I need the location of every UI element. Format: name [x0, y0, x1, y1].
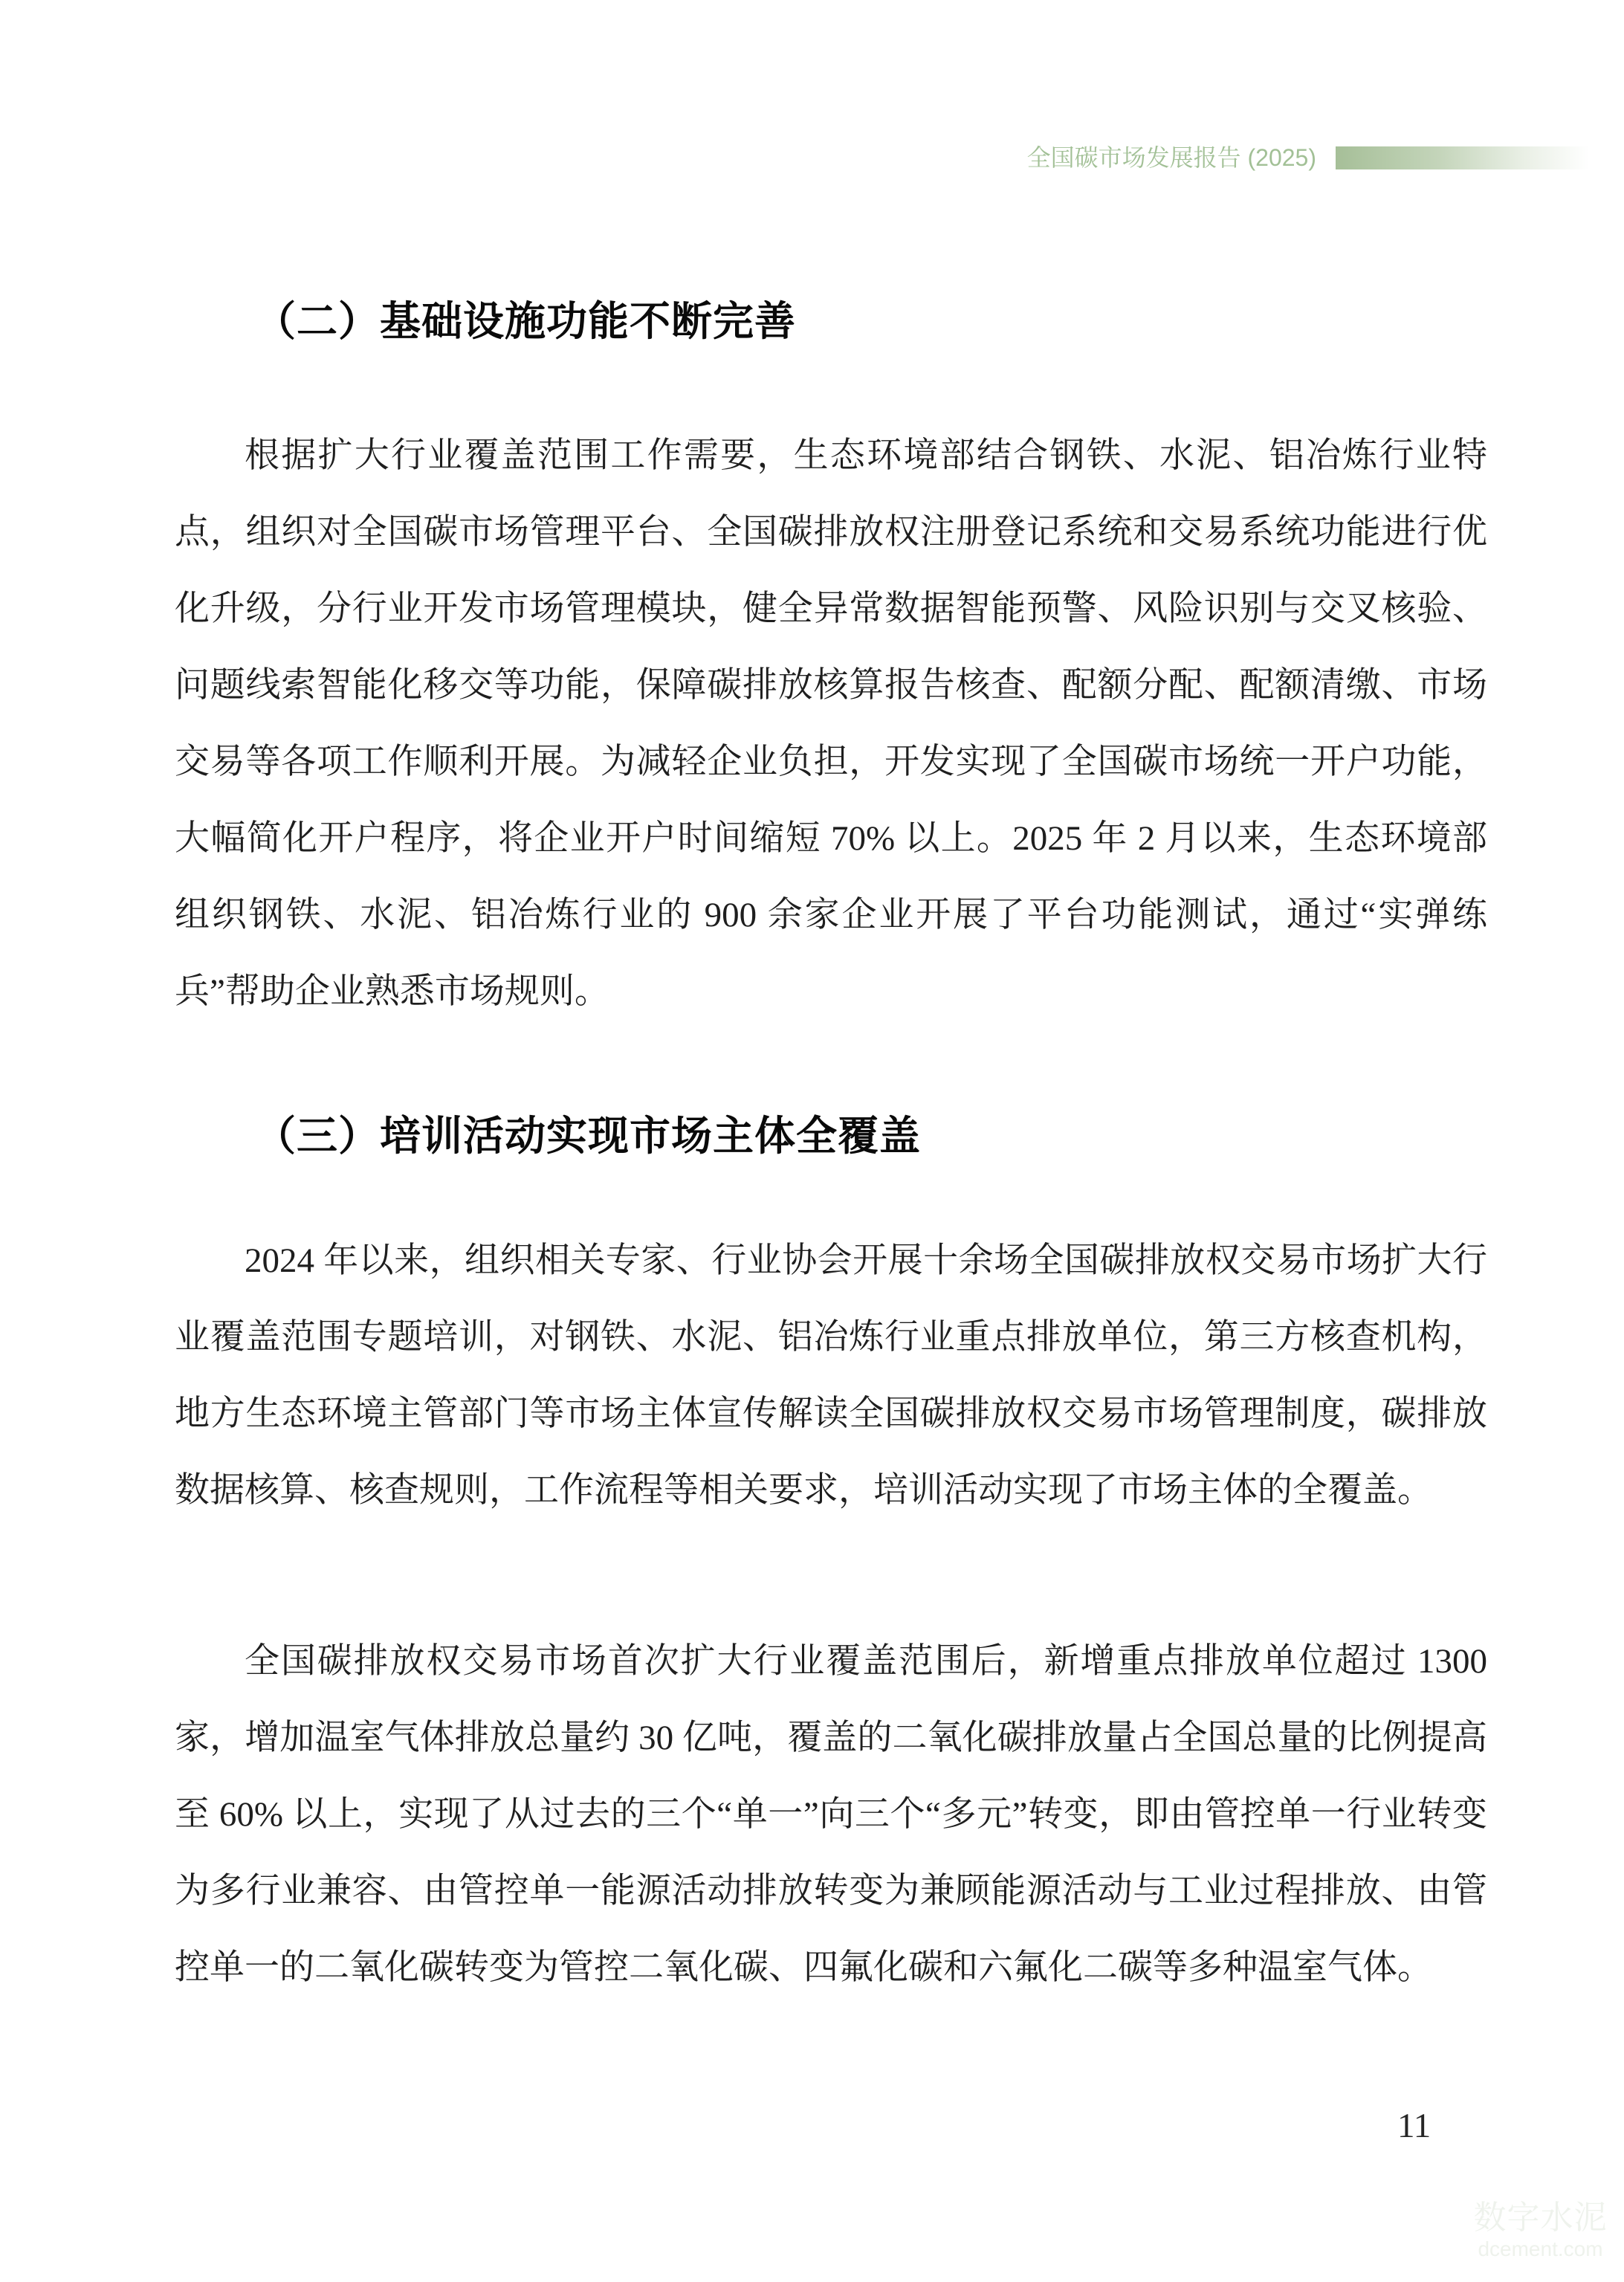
section-heading-training: （三）培训活动实现市场主体全覆盖 — [255, 1113, 922, 1159]
running-header-title: 全国碳市场发展报告 (2025) — [1026, 144, 1316, 171]
body-paragraph: 全国碳排放权交易市场首次扩大行业覆盖范围后，新增重点排放单位超过 1300 家，增加温室气体排放总量约 30 亿吨，覆盖的二氧化碳排放量占全国总量的比例提高至 60% 以上，实现了从过去的三个“单一”向三个“多元”转变，即由管控单一行业转变为多行业兼容、由管控单一能源活动排放转变为兼顾能源活动与工业过程排放、由管控单一的二氧化碳转变为管控二氧化碳、四氟化碳和六氟化二碳等多种温室气体。 — [175, 1642, 1487, 1987]
page-number: 11 — [1397, 2107, 1431, 2145]
body-paragraph: 根据扩大行业覆盖范围工作需要，生态环境部结合钢铁、水泥、铝冶炼行业特点，组织对全国碳市场管理平台、全国碳排放权注册登记系统和交易系统功能进行优化升级，分行业开发市场管理模块，健全异常数据智能预警、风险识别与交叉核验、问题线索智能化移交等功能，保障碳排放核算报告核查、配额分配、配额清缴、市场交易等各项工作顺利开展。为减轻企业负担，开发实现了全国碳市场统一开户功能，大幅简化开户程序，将企业开户时间缩短 70% 以上。2025 年 2 月以来，生态环境部组织钢铁、水泥、铝冶炼行业的 900 余家企业开展了平台功能测试，通过“实弹练兵”帮助企业熟悉市场规则。 — [175, 436, 1487, 1011]
watermark-text-cn: 数字水泥 — [1473, 2199, 1608, 2236]
watermark — [1472, 2199, 1609, 2261]
header-gradient-bar — [1336, 146, 1624, 169]
section-heading-infrastructure: （二）基础设施功能不断完善 — [255, 299, 797, 344]
body-paragraph: 2024 年以来，组织相关专家、行业协会开展十余场全国碳排放权交易市场扩大行业覆盖范围专题培训，对钢铁、水泥、铝冶炼行业重点排放单位，第三方核查机构，地方生态环境主管部门等市场主体宣传解读全国碳排放权交易市场管理制度，碳排放数据核算、核查规则，工作流程等相关要求，培训活动实现了市场主体的全覆盖。 — [175, 1241, 1487, 1510]
watermark-text-en: dcement.com — [1478, 2237, 1603, 2260]
